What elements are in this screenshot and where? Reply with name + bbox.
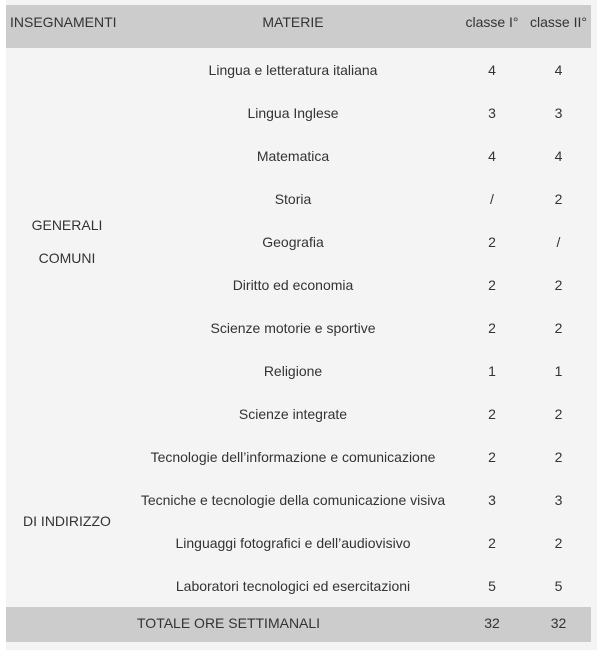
subject-cell: Scienze integrate [238, 405, 348, 422]
group-label: GENERALI [31, 216, 103, 233]
schedule-table-container [6, 0, 597, 650]
subject-cell: Matematica [256, 147, 330, 164]
hours-classe-2: / [556, 233, 561, 250]
group-generali-comuni [6, 48, 128, 435]
group-di-indirizzo [6, 435, 128, 607]
hours-classe-1: 2 [488, 233, 496, 250]
subject-cell: Storia [274, 190, 312, 207]
hours-classe-2: 2 [554, 190, 563, 207]
hours-classe-2: 2 [554, 448, 563, 465]
table-row [6, 435, 591, 478]
subject-cell: Tecniche e tecnologie della comunicazione visiva [140, 491, 446, 508]
hours-classe-2: 3 [554, 491, 563, 508]
header-classe-1: classe I° [458, 5, 526, 48]
subject-cell: Linguaggi fotografici e dell’audiovisivo [175, 534, 411, 551]
hours-classe-2: 3 [554, 104, 563, 121]
hours-classe-2: 1 [554, 362, 563, 379]
hours-classe-2: 2 [554, 534, 563, 551]
hours-classe-2: 2 [554, 319, 563, 336]
hours-classe-2: 5 [554, 577, 563, 594]
hours-classe-2: 2 [554, 276, 563, 293]
group-label: DI INDIRIZZO [23, 512, 111, 529]
hours-classe-1: 2 [488, 448, 496, 465]
total-label: TOTALE ORE SETTIMANALI [128, 607, 458, 642]
total-row [6, 607, 591, 642]
header-row [6, 5, 591, 48]
hours-classe-1: / [490, 190, 494, 207]
hours-classe-1: 2 [488, 276, 496, 293]
hours-classe-1: 2 [488, 405, 496, 422]
subject-cell: Lingua Inglese [247, 104, 339, 121]
total-empty-cell [6, 607, 128, 642]
total-classe-2: 32 [526, 607, 591, 642]
subject-cell: Diritto ed economia [232, 276, 354, 293]
header-materie: MATERIE [128, 5, 458, 48]
subject-cell: Laboratori tecnologici ed esercitazioni [175, 577, 411, 594]
header-classe-2: classe II° [526, 5, 591, 48]
subject-cell: Geografia [262, 233, 324, 250]
hours-classe-1: 3 [488, 491, 496, 508]
hours-classe-2: 4 [554, 61, 563, 78]
hours-classe-1: 5 [488, 577, 496, 594]
hours-classe-1: 1 [488, 362, 496, 379]
hours-classe-1: 3 [488, 104, 496, 121]
hours-classe-2: 4 [554, 147, 563, 164]
subject-cell: Tecnologie dell’informazione e comunicazione [150, 448, 436, 465]
schedule-table [6, 5, 591, 642]
table-row [6, 48, 591, 91]
hours-classe-1: 4 [488, 147, 496, 164]
subject-cell: Scienze motorie e sportive [210, 319, 376, 336]
header-insegnamenti: INSEGNAMENTI [6, 5, 128, 48]
subject-cell: Lingua e letteratura italiana [208, 61, 378, 78]
subject-cell: Religione [263, 362, 323, 379]
hours-classe-1: 2 [488, 319, 496, 336]
hours-classe-2: 2 [554, 405, 563, 422]
total-classe-1: 32 [458, 607, 526, 642]
hours-classe-1: 2 [488, 534, 496, 551]
hours-classe-1: 4 [488, 61, 496, 78]
group-label: COMUNI [38, 249, 96, 266]
